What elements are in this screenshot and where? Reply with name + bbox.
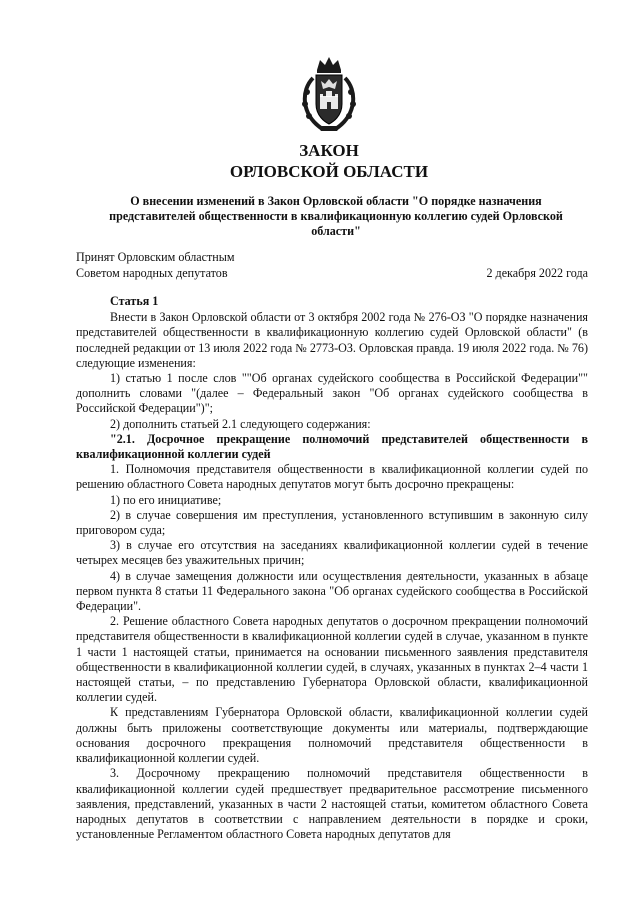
paragraph: К представлениям Губернатора Орловской области, квалификационной коллегии судей должны быть приложены соответствующие документы или материалы, подтверждающие основания досрочного прекращения полномочий представителя общественности в квалификационной коллегии судей. [76,705,588,766]
law-title: ЗАКОН [299,141,359,160]
law-body [76,294,588,842]
adoption-info [76,249,336,281]
adoption-line-1: Принят Орловским областным [76,250,235,264]
paragraph: 3) в случае его отсутствия на заседаниях квалификационной коллегии судей в течение четырех месяцев без уважительных причин; [76,538,588,568]
paragraph: 2. Решение областного Совета народных депутатов о досрочном прекращении полномочий представителя общественности в квалификационной коллегии судей в случае, указанном в пункте 1 части 1 настоящей статьи, принимается на основании письменного заявления представителя общественности в квалификационной коллегии судей, в случаях, указанных в пунктах 2–4 части 1 настоящей статьи, – по представлению Губернатора Орловской области, квалификационной коллегии судей. [76,614,588,705]
paragraph: 4) в случае замещения должности или осуществления деятельности, указанных в абзаце первом пункта 8 статьи 11 Федерального закона "Об органах судейского сообщества в Российской Федерации". [76,568,588,614]
region-title: ОРЛОВСКОЙ ОБЛАСТИ [229,162,429,181]
paragraph: 1. Полномочия представителя общественности в квалификационной коллегии судей по решению областного Совета народных депутатов могут быть досрочно прекращены: [76,462,588,492]
adoption-date: 2 декабря 2022 года [486,266,588,280]
article-heading: Статья 1 [110,294,159,308]
adoption-line-2: Советом народных депутатов [76,266,228,280]
paragraph: 2) дополнить статьей 2.1 следующего содержания: [110,416,371,431]
paragraph: Внести в Закон Орловской области от 3 октября 2002 года № 276-ОЗ "О порядке назначения представителей общественности в квалификационную коллегию судей Орловской области" (в последней редакции от 13 июля 2022 года № 2773-ОЗ. Орловская правда. 19 июля 2022 года. № 76) следующие изменения: [76,310,588,370]
law-subtitle: О внесении изменений в Закон Орловской области "О порядке назначения представителей общественности в квалификационную коллегию судей Орловской области" [109,194,563,239]
paragraph: 3. Досрочному прекращению полномочий представителя общественности в квалификационной коллегии судей предшествует предварительное рассмотрение письменного заявления, представлений, указанных в части 2 настоящей статьи, комитетом областного Совета народных депутатов в соответствии с направлением деятельности в порядке и сроки, установленные Регламентом областного Совета народных депутатов для [76,766,588,842]
paragraph: 2) в случае совершения им преступления, установленного вступившим в законную силу приговором суда; [76,507,588,538]
paragraph: 1) статью 1 после слов ""Об органах судейского сообщества в Российской Федерации"" дополнить словами "(далее – Федеральный закон "Об органах судейского сообщества в Российской Федерации")"; [76,371,588,416]
section-heading: "2.1. Досрочное прекращение полномочий представителей общественности в квалификационной коллегии судей [76,431,588,462]
coat-of-arms-icon [299,56,359,134]
paragraph: 1) по его инициативе; [110,492,222,507]
